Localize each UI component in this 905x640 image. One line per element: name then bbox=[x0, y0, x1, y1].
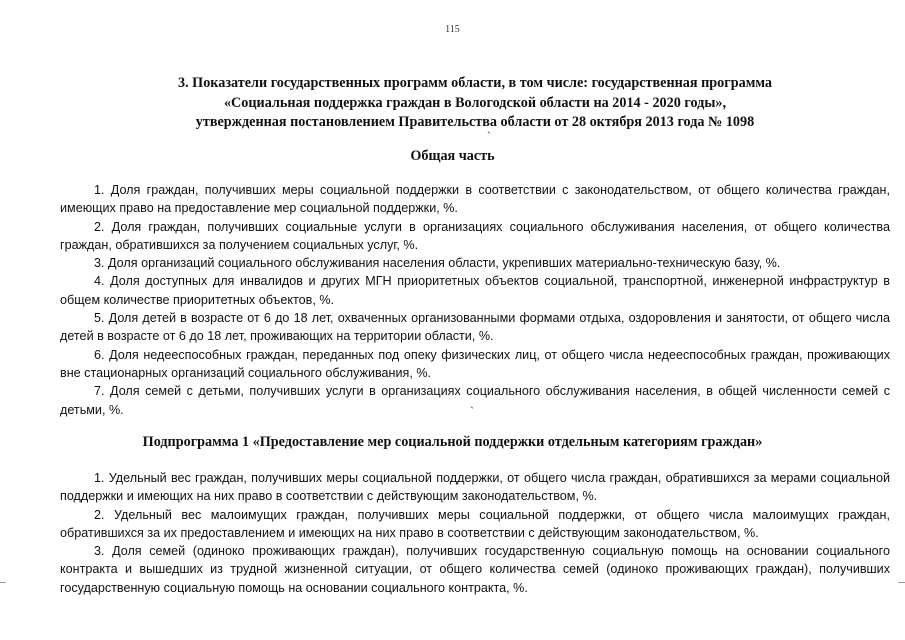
general-section-list bbox=[60, 181, 890, 419]
subprogram-1-item-3: 3. Доля семей (одиноко проживающих граждан), получивших государственную социальную помощь на основании социального контракта и вышедших из трудной жизненной ситуации, от общего количества семей (одиноко проживающих граждан), получивших государственную социальную помощь на основании социального контракта, %. bbox=[60, 544, 890, 595]
general-item-5: 5. Доля детей в возрасте от 6 до 18 лет, охваченных организованными формами отдыха, оздоровления и занятости, от общего числа детей в возрасте от 6 до 18 лет, проживающих на территории области, %. bbox=[60, 311, 890, 344]
general-item-6: 6. Доля недееспособных граждан, переданных под опеку физических лиц, от общего числа недееспособных граждан, проживающих вне стационарных организаций социального обслуживания, %. bbox=[60, 347, 890, 380]
subprogram-1-list bbox=[60, 469, 890, 597]
title-line-2: «Социальная поддержка граждан в Вологодской области на 2014 - 2020 годы», bbox=[223, 94, 727, 111]
scan-edge-mark-right bbox=[898, 582, 905, 583]
document-title bbox=[60, 74, 890, 133]
scan-speck: ` bbox=[487, 129, 491, 143]
general-item-4: 4. Доля доступных для инвалидов и других МГН приоритетных объектов социальной, транспортной, инженерной инфраструктур в общем количестве приоритетных объектов, %. bbox=[60, 274, 890, 307]
general-item-2: 2. Доля граждан, получивших социальные услуги в организациях социального обслуживания населения, от общего количества граждан, обратившихся за получением социальных услуг, %. bbox=[60, 219, 890, 252]
general-item-3: 3. Доля организаций социального обслуживания населения области, укрепивших материально-техническую базу, %. bbox=[94, 256, 781, 271]
general-item-7: 7. Доля семей с детьми, получивших услуги в организациях социального обслуживания населения, в общей численности семей с детьми, %. bbox=[60, 384, 890, 417]
general-item-1: 1. Доля граждан, получивших меры социальной поддержки в соответствии с законодательством, от общего количества граждан, имеющих право на предоставление мер социальной поддержки, %. bbox=[60, 183, 890, 216]
subprogram-1-heading: Подпрограмма 1 «Предоставление мер социальной поддержки отдельным категориям граждан» bbox=[142, 434, 763, 450]
subprogram-1-item-2: 2. Удельный вес малоимущих граждан, получивших меры социальной поддержки, от общего числа малоимущих граждан, обратившихся за их предоставлением и имеющих на них право в соответствии с действующим законодательством, %. bbox=[60, 507, 890, 540]
scan-speck: ` bbox=[470, 404, 474, 418]
title-line-1: 3. Показатели государственных программ области, в том числе: государственная программа bbox=[177, 75, 773, 91]
general-section-heading: Общая часть bbox=[410, 148, 495, 164]
title-line-3: утвержденная постановлением Правительства области от 28 октября 2013 года № 1098 bbox=[195, 114, 755, 130]
subprogram-1-item-1: 1. Удельный вес граждан, получивших меры социальной поддержки, от общего числа граждан, обратившихся за мерами социальной поддержки и имеющих на них право в соответствии с действующим законодательством, %. bbox=[60, 471, 890, 504]
scan-edge-mark-left bbox=[0, 582, 6, 583]
page-number: 115 bbox=[445, 24, 460, 35]
